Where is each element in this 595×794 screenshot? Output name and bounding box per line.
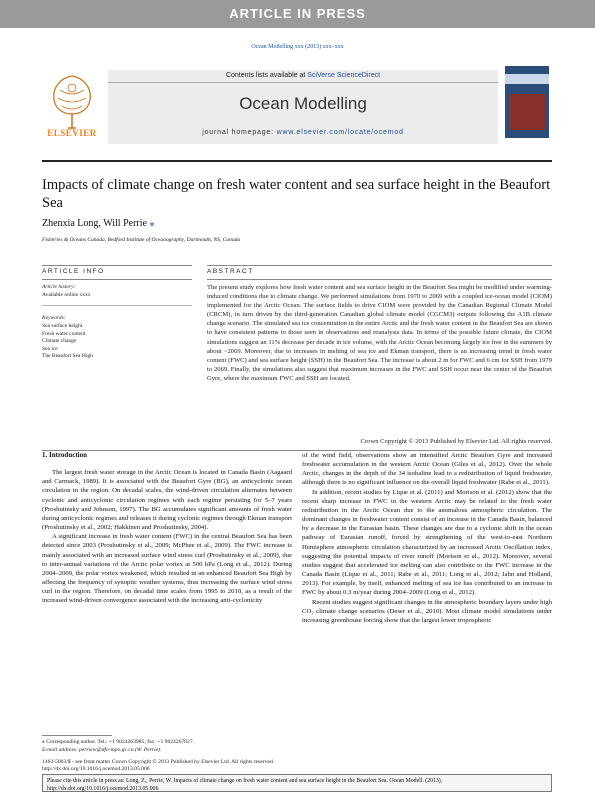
journal-name: Ocean Modelling [239,94,367,113]
contents-prefix: Contents lists available at [225,72,308,79]
footnote-rule [42,735,112,736]
keyword-list [42,323,93,361]
homepage-link[interactable]: www.elsevier.com/locate/ocemod [276,129,404,136]
article-info-rule [42,265,192,266]
doi-link[interactable]: http://dx.doi.org/10.1016/j.ocemod.2013.05.006 [42,766,150,772]
body-paragraph: Recent studies suggest significant changes in the atmospheric boundary layers under high CO₂ climate change scenarios (Deser et al., 2010). Most climate model simulations under increasing greenhouse forcing show that the largest lower tropospheric [302,598,552,624]
body-paragraph: The largest fresh water storage in the Arctic Ocean is located in Canada Basin (Aagaard and Carmack, 1989). It is associated with the Beaufort Gyre (BG), an anticyclonic ocean circulation in the region. On decadal scales, the wind-driven circulation alternates between cyclonic and anticyclonic circulation regimes with each regime persisting for 5–7 years (Proshutinsky and Johnson, 1997). The BG accumulates significant amounts of fresh water during anticyclonic regimes and releases it during cyclonic regimes through Ekman transport (Proshutinsky et al., 2002; Hakkinen and Proshutinsky, 2004). [42,469,292,532]
journal-cover-image [505,66,549,138]
abstract-rule [207,265,552,266]
article-title: Impacts of climate change on fresh water content and sea surface height in the Beaufort Sea [42,177,551,211]
section-heading: 1. Introduction [42,451,87,459]
body-paragraph: In addition, recent studies by Lique et al. (2011) and Morison et al. (2012) show that the recent sharp increase in FWC in the western Arctic may be related to the fresh water redistribution in the Arctic Ocean due to the anomalous atmospheric circulation. The dominant changes in freshwater content consist of an increase in the Canada Basin, balanced by a decrease in the Eurasian basin. These changes are due to a cyclonic shift in the ocean pathway of Eurasian runoff, forced by strengthening of the west-to-east Northern Hemisphere atmospheric circulation characterized by an increased Arctic Oscillation index, suggesting the potential impacts of river runoff (Morison et al., 2012). Moreover, several studies suggest that accelerated ice melting can also contribute to the FWC increase in the Canada Basin (Lique et al., 2011; Rabe et al., 2011; Long et al., 2012; Jahn and Holland, 2013). For example, by itself, enhanced melting of sea ice has contributed to an increase in FWC by about 0.3 m/year during 2004–2009 (Long et al., 2012). [302,488,552,597]
corresponding-author-mark[interactable]: ⁎ [149,218,155,229]
elsevier-tree-logo [42,62,102,138]
abstract-text: The present study explores how fresh water content and sea surface height in the Beaufort Sea might be modified under warming-induced conditions due to climate change. We performed simulations from 1970 to 2069 with a coupled ice-ocean model (CIOM) implemented for the Arctic Ocean. The surface fields to drive CIOM were provided by the Canadian Regional Climate Model (CRCM), in turn driven by the third-generation Canadian global climate model (CGCM3) outputs following the A1B climate change scenario. The simulated sea ice concentration in the entire Arctic and the fresh water content in the Beaufort Sea are shown to have consistent patterns to those seen in observations and reanalysis data. In terms of the possible future climate, the CIOM simulations suggest an 11% decrease per decade in ice volume, with the Arctic Ocean becoming largely ice free in the summers by about ~2069. Moreover, due to increases in melting of sea ice and Ekman transport, there is an increasing trend in fresh water content (FWC) and sea surface height (SSH) in the Beaufort Sea. The increase is about 2 m for FWC and 6 cm for SSH from 1979 to 2069. Finally, the simulations also suggest that maximum increases in the FWC and SSH occur near the center of the Beaufort Gyre, where the maximum FWC and SSH are located. [207,284,552,382]
body-paragraph: A significant increase in fresh water content (FWC) in the central Beaufort Sea has been detected since 2003 (Proshutinsky et al., 2009; McPhee et al., 2009). The FWC increase is mainly associated with an increased surface wind stress curl (Proshutinsky et al., 2009), due to inter-annual variations of the Arctic polar vortex at 500 hPa (Long et al., 2012). During 2004–2009, the polar vortex weakened, which resulted in an enhanced Beaufort Sea High by affecting the frequency of synoptic weather systems, thus increasing the surface wind stress curl in the region. Therefore, on decadal time scales from 1995 to 2010, as a result of the increased wind-driven convergence associated with the increasing anti-cyclonicity [42,533,292,605]
history-label: Article history: [42,284,76,290]
keywords-rule [42,305,192,306]
header-divider [42,160,552,162]
corresponding-author-footnote: ⁎ Corresponding author. Tel.: +1 9024263985; fax: +1 9024267827. [42,739,195,745]
article-in-press-banner: ARTICLE IN PRESS [0,0,595,28]
body-right-column [302,451,552,625]
article-info-rule-bottom [42,279,192,280]
keyword-item: The Beaufort Sea High [42,353,93,359]
author-names: Zhenxia Long, Will Perrie [42,218,147,229]
article-info-label: ARTICLE INFO [42,268,105,275]
body-left-column [42,451,292,606]
journal-citation-line[interactable]: Ocean Modelling xxx (2013) xxx–xxx [251,44,344,50]
homepage-prefix: journal homepage: [202,129,277,136]
body-paragraph: of the wind field, observations show an intensified Arctic Beaufort Gyre and increased freshwater accumulation in the western Arctic Ocean (Giles et al., 2012). Over the whole Arctic, changes in the depth of the 34 isohaline lead to a redistribution of liquid freshwater, although there is no significant influence on the overall liquid freshwater (Rabe et al., 2011). [302,452,552,487]
abstract-label: ABSTRACT [207,268,254,275]
journal-homepage [108,129,498,136]
publisher-name: ELSEVIER [47,128,97,138]
citation-box: Please cite this article in press as: Long, Z., Perrie, W. Impacts of climate change on fresh water content and sea surface height in the Beaufort Sea. Ocean Modell. (2013), http://dx.doi.org/10.1016/j.ocemod.2013.05.006 [42,774,552,792]
history-value: Available online xxxx [42,292,91,298]
keyword-item: Sea surface height [42,323,83,329]
author-list [42,218,154,229]
author-affiliation: Fisheries & Oceans Canada, Bedford Institute of Oceanography, Dartmouth, NS, Canada [42,237,241,243]
keyword-item: Climate change [42,338,77,344]
contents-line [108,70,498,83]
sciencedirect-link[interactable]: SciVerse ScienceDirect [307,72,381,79]
issn-line: 1463-5003/$ - see front matter Crown Copyright © 2013 Published by Elsevier Ltd. All rights reserved. [42,759,275,765]
keywords-label: Keywords: [42,315,66,321]
abstract-copyright: Crown Copyright © 2013 Published by Elsevier Ltd. All rights reserved. [360,438,552,445]
abstract-rule-bottom [207,279,552,280]
keyword-item: Sea ice [42,345,58,352]
email-footnote[interactable]: E-mail address: perriew@dfo-mpo.gc.ca (W. Perrie). [42,747,162,753]
keyword-item: Fresh water content [42,330,86,337]
